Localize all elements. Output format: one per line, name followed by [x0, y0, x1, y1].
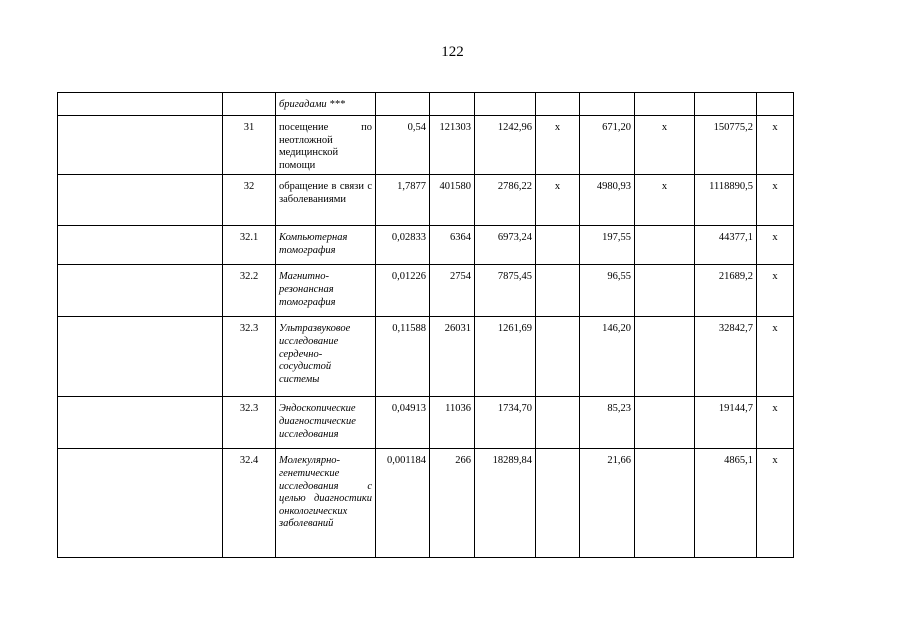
x-mark-cell: х [757, 116, 794, 175]
x-mark-cell [536, 93, 580, 116]
row-code-cell: 32.4 [223, 449, 276, 558]
cost-cell [475, 93, 536, 116]
rate-cell: 671,20 [580, 116, 635, 175]
total-cell: 44377,1 [695, 226, 757, 265]
row-name-cell: бригадами *** [276, 93, 376, 116]
x-mark-cell: х [635, 116, 695, 175]
cost-cell: 1261,69 [475, 317, 536, 397]
total-cell: 32842,7 [695, 317, 757, 397]
coefficient-cell: 0,001184 [376, 449, 430, 558]
x-mark-cell: х [536, 116, 580, 175]
x-mark-cell: х [757, 265, 794, 317]
x-mark-cell: х [757, 449, 794, 558]
volume-cell: 26031 [430, 317, 475, 397]
x-mark-cell [635, 93, 695, 116]
cost-cell: 2786,22 [475, 175, 536, 226]
row-name-cell: Эндоскопические диагностические исследования [276, 397, 376, 449]
rate-cell: 4980,93 [580, 175, 635, 226]
total-cell: 21689,2 [695, 265, 757, 317]
row-label-cell [58, 397, 223, 449]
row-name-cell: Ультразвуковое исследование сердечно-сосудистой системы [276, 317, 376, 397]
row-label-cell [58, 449, 223, 558]
coefficient-cell: 0,54 [376, 116, 430, 175]
x-mark-cell [536, 449, 580, 558]
data-table [57, 92, 794, 558]
cost-cell: 1242,96 [475, 116, 536, 175]
x-mark-cell: х [536, 175, 580, 226]
volume-cell: 266 [430, 449, 475, 558]
row-code-cell: 32.2 [223, 265, 276, 317]
coefficient-cell: 0,01226 [376, 265, 430, 317]
row-code-cell: 32.3 [223, 317, 276, 397]
row-label-cell [58, 226, 223, 265]
row-label-cell [58, 317, 223, 397]
rate-cell: 146,20 [580, 317, 635, 397]
row-label-cell [58, 93, 223, 116]
coefficient-cell: 0,11588 [376, 317, 430, 397]
cost-cell: 1734,70 [475, 397, 536, 449]
table-row [58, 397, 794, 449]
x-mark-cell: х [635, 175, 695, 226]
total-cell: 4865,1 [695, 449, 757, 558]
row-code-cell: 32.1 [223, 226, 276, 265]
x-mark-cell: х [757, 175, 794, 226]
total-cell [695, 93, 757, 116]
coefficient-cell: 0,02833 [376, 226, 430, 265]
row-code-cell: 31 [223, 116, 276, 175]
x-mark-cell [635, 317, 695, 397]
page-number: 122 [441, 44, 464, 60]
cost-cell: 7875,45 [475, 265, 536, 317]
x-mark-cell: х [757, 317, 794, 397]
cost-cell: 6973,24 [475, 226, 536, 265]
x-mark-cell [635, 226, 695, 265]
x-mark-cell: х [757, 397, 794, 449]
row-name-cell: посещение по неотложной медицинской помощи [276, 116, 376, 175]
rate-cell: 96,55 [580, 265, 635, 317]
row-name-cell: Магнитно-резонансная томография [276, 265, 376, 317]
total-cell: 150775,2 [695, 116, 757, 175]
rate-cell: 197,55 [580, 226, 635, 265]
x-mark-cell [536, 317, 580, 397]
x-mark-cell [536, 397, 580, 449]
volume-cell: 2754 [430, 265, 475, 317]
row-code-cell: 32 [223, 175, 276, 226]
table-row [58, 449, 794, 558]
rate-cell [580, 93, 635, 116]
volume-cell: 401580 [430, 175, 475, 226]
cost-cell: 18289,84 [475, 449, 536, 558]
row-code-cell: 32.3 [223, 397, 276, 449]
coefficient-cell: 1,7877 [376, 175, 430, 226]
row-label-cell [58, 175, 223, 226]
x-mark-cell [757, 93, 794, 116]
table-row [58, 175, 794, 226]
volume-cell [430, 93, 475, 116]
total-cell: 1118890,5 [695, 175, 757, 226]
row-label-cell [58, 265, 223, 317]
volume-cell: 121303 [430, 116, 475, 175]
table-row [58, 226, 794, 265]
table-row [58, 265, 794, 317]
volume-cell: 11036 [430, 397, 475, 449]
x-mark-cell [635, 449, 695, 558]
coefficient-cell: 0,04913 [376, 397, 430, 449]
table-row [58, 93, 794, 116]
x-mark-cell [635, 265, 695, 317]
row-name-cell: Молекулярно-генетические исследования с целью диагностики онкологических заболеваний [276, 449, 376, 558]
row-label-cell [58, 116, 223, 175]
x-mark-cell [536, 226, 580, 265]
x-mark-cell [635, 397, 695, 449]
x-mark-cell [536, 265, 580, 317]
row-name-cell: обращение в связи с заболеваниями [276, 175, 376, 226]
rate-cell: 21,66 [580, 449, 635, 558]
x-mark-cell: х [757, 226, 794, 265]
total-cell: 19144,7 [695, 397, 757, 449]
volume-cell: 6364 [430, 226, 475, 265]
table-row [58, 116, 794, 175]
rate-cell: 85,23 [580, 397, 635, 449]
row-code-cell [223, 93, 276, 116]
table-row [58, 317, 794, 397]
row-name-cell: Компьютерная томография [276, 226, 376, 265]
coefficient-cell [376, 93, 430, 116]
